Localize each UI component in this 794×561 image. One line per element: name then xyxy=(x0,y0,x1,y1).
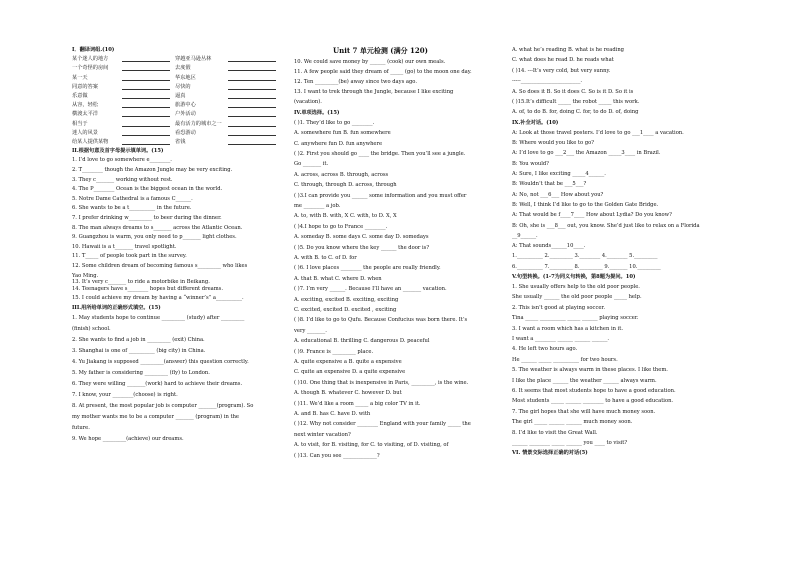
dialogue-line: A: That sounds______10____. xyxy=(512,243,586,250)
question-line: my mother wants me to be a computer _______ (program) in the xyxy=(72,414,239,421)
question-line: 1. May students hope to continue _________ (study) after _________ xyxy=(72,315,245,322)
mc-line: A. and B. has C. have D. with xyxy=(294,411,371,417)
blank-line: 1.__________ 2._________ 3.________ 4.________ 5._________ xyxy=(512,253,658,260)
question-line: 5. My father is considering _________ (fly) to London. xyxy=(72,370,210,377)
mc-line: C. what does he read D. he reads what xyxy=(512,57,614,64)
question-line: (vacation). xyxy=(294,99,322,105)
section-heading: IV.单项选择。(15) xyxy=(294,110,340,116)
vocab-chinese: 看恐游动 xyxy=(175,129,196,136)
transform-line: He ______ _____ __________ for two hours. xyxy=(512,356,618,363)
question-line: 10. We could save money by ______ (cook) our own meals. xyxy=(294,59,446,65)
question-line: 12. Some children dream of becoming famous s_________ who likes xyxy=(72,263,248,269)
answer-blank[interactable] xyxy=(228,70,276,71)
vocab-chinese: 省钱 xyxy=(175,139,186,145)
vocab-chinese: 某一天 xyxy=(72,74,88,81)
mc-line: A. someday B. some days C. some day D. somedays xyxy=(294,234,429,241)
mc-line: ( )9. France is _________ place. xyxy=(294,348,374,355)
mc-line: Go _______ it. xyxy=(294,161,329,168)
vocab-chinese: 乐意做 xyxy=(72,93,88,99)
mc-line: C. through, through D. across, through xyxy=(294,182,397,189)
vocab-chinese: 最有活力的城市之一 xyxy=(175,120,222,127)
mc-line: very _______. xyxy=(294,327,327,334)
question-line: 15. I could achieve my dream by having a “winner’s” a__________. xyxy=(72,295,244,302)
question-line: 13. I want to trek through the Jungle, because I like exciting xyxy=(294,89,454,95)
blank-line: 6.__________ 7._________ 8._________ 9._______ 10._________ xyxy=(512,263,661,270)
transform-line: 6. It seems that most students hope to have a good education. xyxy=(512,388,676,394)
question-line: 4. The P________ Ocean is the biggest ocean in the world. xyxy=(72,186,223,193)
mc-line: A. across, across B. through, across xyxy=(294,171,389,178)
mc-line: ( )10. One thing that is inexpensive in Paris, _________, is the wine. xyxy=(294,379,469,386)
mc-line: A. So does it B. So it does C. So is it D. So it is xyxy=(512,88,634,95)
mc-line: A. educational B. thrilling C. dangerous D. peaceful xyxy=(294,338,430,345)
question-line: 3. They c_______ working without rest. xyxy=(72,176,173,183)
dialogue-line: A: I’d love to go ___2___ the Amazon _____3____ in Brazil. xyxy=(512,150,661,157)
transform-line: ______ ________ _____ ______ you ____ to visit? xyxy=(512,440,628,446)
question-line: 4. Yu Jiakang is supposed _________(answer) this question correctly. xyxy=(72,359,249,366)
dialogue-line: B: Wouldn’t that be ___5___? xyxy=(512,181,587,188)
mc-line: A. quite expensive a B. quite a expensive xyxy=(294,359,402,365)
mc-line: A. exciting, excited B. exciting, exciting xyxy=(294,296,399,303)
vocab-chinese: 迷人的风景 xyxy=(72,129,98,136)
dialogue-line: __9______. xyxy=(512,232,538,239)
mc-line: A. to visit, for B. visiting, for C. to visiting, of D. visiting, of xyxy=(294,442,449,449)
question-line: (finish) school. xyxy=(72,326,111,333)
mc-line: A. though B. whatever C. however D. but xyxy=(294,390,402,397)
vocab-chinese: 逼真 xyxy=(175,93,186,99)
section-heading: II.根据句意及首字母提示填单词。(15) xyxy=(72,148,164,155)
answer-blank[interactable] xyxy=(228,144,276,145)
section-heading: IX.补全对话。(10) xyxy=(512,119,559,126)
transform-line: 2. This isn’t good at playing soccer. xyxy=(512,304,605,311)
section-heading: III.用所给单词的正确形式填空。(15) xyxy=(72,304,161,311)
mc-line: ( )15.It’s difficult _____ the robot _____ this work. xyxy=(512,99,640,105)
mc-line: me ________ a job. xyxy=(294,203,341,209)
section-heading: V.句型转换。(1-7为同义句转换，第8题为提问。10) xyxy=(512,274,636,280)
answer-blank[interactable] xyxy=(228,80,276,81)
dialogue-line: B: Oh, she is ___8___ out, you know. She’d just like to relax on a Florida xyxy=(512,222,700,229)
question-line: 2. She wants to find a job in _________ (exit) China. xyxy=(72,337,205,344)
question-line: 6. They were willing _______(work) hard to achieve their dreams. xyxy=(72,381,243,388)
dialogue-line: B: Well, I think I’d like to go to the Golden Gate Bridge. xyxy=(512,201,659,208)
transform-line: 5. The weather is always warm in these places. I like them. xyxy=(512,367,668,374)
vocab-chinese: 给某人提供某物 xyxy=(72,139,109,145)
vocab-chinese: 华东地区 xyxy=(175,74,196,81)
mc-line: ( )12. Why not consider ________ England with your family _____ the xyxy=(294,421,471,428)
transform-line: I want a ________ ______ ______ ______. xyxy=(512,336,610,342)
question-line: 1. I’d love to go somewhere e________. xyxy=(72,157,172,164)
mc-line: C. excited, excited D. excited , exciting xyxy=(294,307,397,313)
question-line: 5. Notre Dame Cathedral is a famous C______. xyxy=(72,195,193,202)
dialogue-line: B: Where would you like to go? xyxy=(512,140,594,147)
transform-line: 7. The girl hopes that she will have much money soon. xyxy=(512,408,656,415)
question-line: 7. I prefer drinking w_________ to beer during the dinner. xyxy=(72,215,222,221)
transform-line: Tina _____ __________ _____ ______ playing soccer. xyxy=(512,315,639,322)
mc-line: ( )11. We’d like a room _____ a big color TV in it. xyxy=(294,400,421,407)
answer-blank[interactable] xyxy=(228,135,276,136)
transform-line: The girl _____ ______ ______ much money soon. xyxy=(512,419,633,426)
transform-line: 1. She usually offers help to the old poor people. xyxy=(512,284,640,290)
vocab-chinese: 穿越亚马逊丛林 xyxy=(175,56,212,63)
answer-blank[interactable] xyxy=(228,107,276,108)
vocab-chinese: 某个迷人的地方 xyxy=(72,56,109,63)
transform-line: 3. I want a room which has a kitchen in it. xyxy=(512,325,623,332)
question-line: 12. Ten _________(be) away since two days ago. xyxy=(294,79,417,85)
answer-blank[interactable] xyxy=(228,98,276,99)
question-line: 11. T_____ of people took part in the survey. xyxy=(72,253,187,260)
transform-line: 8. I’d like to visit the Great Wall. xyxy=(512,429,598,436)
dialogue-line: B: You would? xyxy=(512,160,549,167)
mc-line: A. of, to do B. for, doing C. for, to do D. of, doing xyxy=(512,109,639,116)
mc-line: next winter vacation? xyxy=(294,431,351,438)
question-line: 11. A few people said they dream of _____ (go) to the moon one day. xyxy=(294,69,472,75)
vocab-chinese: 同意的答案 xyxy=(72,83,98,90)
question-line: 2. T________ though the Amazon Jungle may be very exciting. xyxy=(72,167,233,173)
transform-line: I like the place ______ the weather ______ always warm. xyxy=(512,377,657,384)
vocab-chinese: 相当于 xyxy=(72,120,88,127)
mc-line: -----_______________________. xyxy=(512,78,583,85)
question-line: 9. Guangzhou is warm, you only need to p_______ light clothes. xyxy=(72,234,237,241)
vocab-chinese: 从容，轻松 xyxy=(72,102,98,109)
section-heading: I．翻译词组.(10) xyxy=(72,47,115,53)
mc-line: ( )6. I love places ________ the people are really friendly. xyxy=(294,265,441,272)
mc-line: C. quite an expensive D. a quite expensive xyxy=(294,369,406,376)
answer-blank[interactable] xyxy=(122,89,170,90)
question-line: 8. The man always dreams to s_______ across the Atlantic Ocean. xyxy=(72,224,243,231)
answer-blank[interactable] xyxy=(122,107,170,108)
answer-blank[interactable] xyxy=(122,70,170,71)
question-line: 9. We hope _________(achieve) our dreams. xyxy=(72,436,184,443)
question-line: future. xyxy=(72,425,90,432)
mc-line: ( )7. I’m very ______. Because I’ll have an _______ vacation. xyxy=(294,286,447,293)
mc-line: A. what he’s reading B. what is he reading xyxy=(512,47,624,53)
mc-line: ( )14. ---It’s very cold, but very sunny. xyxy=(512,67,611,74)
question-line: 8. At present, the most popular job is computer _______(program). So xyxy=(72,403,254,410)
dialogue-line: A: That would be f____7____ How about Lydia? Do you know? xyxy=(512,212,672,219)
transform-line: Most students _____ ______ ________ to have a good education. xyxy=(512,398,674,405)
vocab-chinese: 去度假 xyxy=(175,65,191,72)
mc-line: ( )13. Can you see _____________? xyxy=(294,452,380,459)
mc-line: ( )1. They’d like to go ________. xyxy=(294,119,375,126)
vocab-chinese: 横渡太平洋 xyxy=(72,111,98,118)
transform-line: She usually ______ the old poor people _____ help. xyxy=(512,294,642,301)
answer-blank[interactable] xyxy=(122,135,170,136)
vocab-chinese: 一个奇怪的房间 xyxy=(72,65,109,72)
answer-blank[interactable] xyxy=(122,98,170,99)
mc-line: A. that B. what C. where D. when xyxy=(294,275,382,282)
mc-line: A. with B. to C. of D. for xyxy=(294,255,357,261)
vocab-chinese: 尽快的 xyxy=(175,83,191,90)
vocab-chinese: 旅游中心 xyxy=(175,102,196,109)
mc-line: ( )2. First you should go ____ the bridge. Then you’ll see a jungle. xyxy=(294,151,466,157)
question-line: 10. Hawaii is a t_______ travel spotlight. xyxy=(72,243,177,250)
mc-line: C. anywhere fun D. fun anywhere xyxy=(294,140,383,147)
mc-line: ( )4.I hope to go to France ________. xyxy=(294,223,388,230)
answer-blank[interactable] xyxy=(228,126,276,127)
mc-line: ( )3.I can provide you ______ some information and you must offer xyxy=(294,192,467,199)
question-line: 6. She wants to be a t__________ in the future. xyxy=(72,205,192,212)
answer-blank[interactable] xyxy=(122,80,170,81)
dialogue-line: A: Look at those travel posters. I’d love to go ___1____ a vacation. xyxy=(512,129,684,136)
answer-blank[interactable] xyxy=(228,116,276,117)
answer-blank[interactable] xyxy=(228,61,276,62)
answer-blank[interactable] xyxy=(122,126,170,127)
question-line: Yao Ming. xyxy=(72,272,99,279)
question-line: 14. Teenagers have s________ hopes but different dreams. xyxy=(72,285,223,292)
answer-blank[interactable] xyxy=(122,116,170,117)
question-line: 13. It’s very c_______ to ride a motorbike in Beikang. xyxy=(72,279,210,286)
section-heading: VI. 情景交际选择正确的对话(5) xyxy=(512,450,588,457)
transform-line: 4. He left two hours ago. xyxy=(512,346,578,353)
question-line: 3. Shanghai is one of __________ (big city) in China. xyxy=(72,348,206,355)
mc-line: A. to, with B. with, X C. with, to D. X, X xyxy=(294,213,397,220)
dialogue-line: A: No, not ___6___ How about you? xyxy=(512,191,604,198)
page-title: Unit 7 单元检测 (满分 120) xyxy=(333,46,428,55)
vocab-chinese: 户外活动 xyxy=(175,111,196,118)
mc-line: A. somewhere fun B. fun somewhere xyxy=(294,130,391,137)
answer-blank[interactable] xyxy=(122,144,170,145)
answer-blank[interactable] xyxy=(122,61,170,62)
question-line: 7. I know, your ________(choose) is right. xyxy=(72,392,178,399)
mc-line: ( )5. Do you know where the key ______ the door is? xyxy=(294,244,430,251)
answer-blank[interactable] xyxy=(228,89,276,90)
mc-line: ( )8. I’d like to go to Qufu. Because Confucius was born there. It’s xyxy=(294,317,468,324)
dialogue-line: A: Sure, I like exciting _____4______. xyxy=(512,171,606,177)
